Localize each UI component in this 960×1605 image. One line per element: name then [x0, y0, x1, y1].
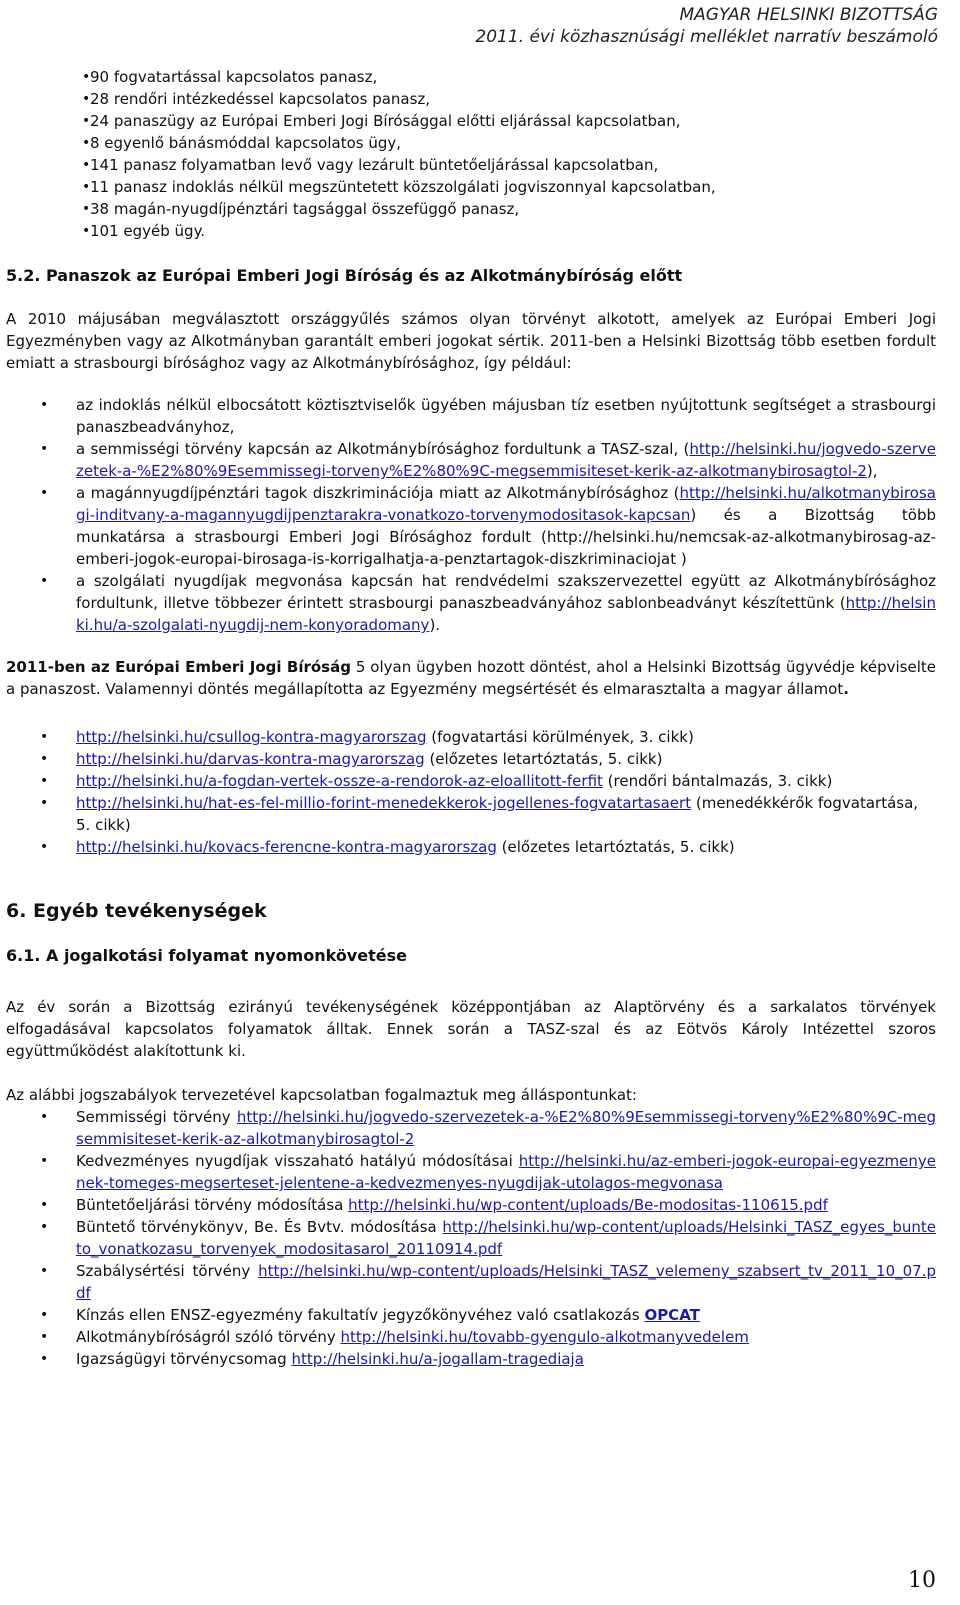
- list-item: • Igazságügyi törvénycsomag http://helsinki.hu/a-jogallam-tragediaja: [40, 1350, 584, 1368]
- law-link[interactable]: http://helsinki.hu/jogvedo-szervezetek-a-%E2%80%9Esemmissegi-torveny%E2%80%9C-megsemmisiteset-kerik-az-alkotmanybirosagtol-2: [76, 1108, 936, 1148]
- list-item: • 101 egyéb ügy.: [82, 222, 206, 240]
- section-5-2-intro: A 2010 májusában megválasztott országgyűlés számos olyan törvényt alkotott, amelyek az Európai Emberi Jogi Egyezményben vagy az Alkotmányban garantált emberi jogokat sértik. 2011-ben a Helsinki Bizottság több esetben fordult emiatt a strasbourgi bírósághoz vagy az Alkotmánybírósághoz, így például:: [6, 310, 936, 372]
- header-subtitle: 2011. évi közhasznúsági melléklet narratív beszámoló: [475, 27, 938, 47]
- list-item: • Büntetőeljárási törvény módosítása http://helsinki.hu/wp-content/uploads/Be-modositas-110615.pdf: [40, 1196, 828, 1214]
- list-item: • Kedvezményes nyugdíjak visszaható hatályú módosításai http://helsinki.hu/az-emberi-jogok-europai-egyezmenyenek-tomeges-megserteset-jelentene-a-kedvezmenyes-nyugdijak-utolagos-megvonasa: [40, 1152, 936, 1192]
- law-link[interactable]: http://helsinki.hu/az-emberi-jogok-europai-egyezmenyenek-tomeges-megserteset-jelentene-a-kedvezmenyes-nyugdijak-utolagos-megvonasa: [76, 1152, 936, 1192]
- list-item: • Büntető törvénykönyv, Be. És Bvtv. módosítása http://helsinki.hu/wp-content/uploads/Helsinki_TASZ_egyes_bunteto_vonatkozasu_torvenyek_modositasarol_20110914.pdf: [40, 1218, 936, 1258]
- section-6-1-title: 6.1. A jogalkotási folyamat nyomonkövetése: [6, 946, 407, 965]
- list-item: • az indoklás nélkül elbocsátott köztisztviselők ügyében májusban tíz esetben nyújtottunk segítséget a strasbourgi panaszbeadványhoz,: [40, 396, 936, 436]
- opcat-link[interactable]: OPCAT: [644, 1306, 700, 1324]
- echr-paragraph: 2011-ben az Európai Emberi Jogi Bíróság 5 olyan ügyben hozott döntést, ahol a Helsinki Bizottság ügyvédje képviselte a panaszost. Valamennyi döntés megállapította az Egyezmény megsértését és elmarasztalta a magyar államot.: [6, 658, 936, 698]
- section-5-2-title: 5.2. Panaszok az Európai Emberi Jogi Bíróság és az Alkotmánybíróság előtt: [6, 266, 683, 285]
- list-item: • Semmisségi törvény http://helsinki.hu/jogvedo-szervezetek-a-%E2%80%9Esemmissegi-torveny%E2%80%9C-megsemmisiteset-kerik-az-alkotmanybirosagtol-2: [40, 1108, 936, 1148]
- law-link[interactable]: http://helsinki.hu/wp-content/uploads/Helsinki_TASZ_egyes_bunteto_vonatkozasu_torvenyek_modositasarol_20110914.pdf: [76, 1218, 936, 1258]
- list-item: • 38 magán-nyugdíjpénztári tagsággal összefüggő panasz,: [82, 200, 520, 218]
- laws-list: [6, 1106, 936, 1370]
- list-item: • Kínzás ellen ENSZ-egyezmény fakultatív jegyzőkönyvéhez való csatlakozás OPCAT: [40, 1306, 700, 1324]
- list-item: • a szolgálati nyugdíjak megvonása kapcsán hat rendvédelmi szakszervezettel együtt az Alkotmánybírósághoz fordultunk, illetve többezer érintett strasbourgi panaszbeadványához sablonbeadványt készítettünk (http://helsinki.hu/a-szolgalati-nyugdij-nem-konyoradomany).: [40, 572, 936, 634]
- law-link[interactable]: http://helsinki.hu/a-jogallam-tragediaja: [291, 1350, 584, 1368]
- case-link[interactable]: http://helsinki.hu/a-fogdan-vertek-osszе-a-rendorok-az-eloallitott-ferfit: [76, 772, 603, 790]
- list-item: • http://helsinki.hu/a-fogdan-vertek-osszе-a-rendorok-az-eloallitott-ferfit (rendőri bántalmazás, 3. cikk): [40, 772, 833, 790]
- list-item: • a semmisségi törvény kapcsán az Alkotmánybírósághoz fordultunk a TASZ-szal, (http://helsinki.hu/jogvedo-szervezetek-a-%E2%80%9Esemmissegi-torveny%E2%80%9C-megsemmisiteset-kerik-az-alkotmanybirosagtol-2),: [40, 440, 936, 480]
- case-link[interactable]: http://helsinki.hu/kovacs-ferencne-kontra-magyarorszag: [76, 838, 497, 856]
- list-item: • http://helsinki.hu/hat-es-fel-millio-forint-menedekkerok-jogellenes-fogvatartasaert (menedékkérők fogvatartása, 5. cikk): [40, 794, 919, 834]
- list-item: • 90 fogvatartással kapcsolatos panasz,: [82, 68, 378, 86]
- case-link[interactable]: http://helsinki.hu/darvas-kontra-magyarorszag: [76, 750, 425, 768]
- list-item: • Alkotmánybíróságról szóló törvény http://helsinki.hu/tovabb-gyengulo-alkotmanyvedelem: [40, 1328, 749, 1346]
- law-link[interactable]: http://helsinki.hu/tovabb-gyengulo-alkotmanyvedelem: [340, 1328, 749, 1346]
- page-content: [6, 66, 936, 1370]
- maganyugdij-link[interactable]: http://helsinki.hu/alkotmanybirosagi-inditvany-a-magannyugdijpenztarakra-vonatkozo-torvenymodositasok-kapcsan: [76, 484, 936, 524]
- stats-list: [6, 66, 936, 242]
- case-link[interactable]: http://helsinki.hu/hat-es-fel-millio-forint-menedekkerok-jogellenes-fogvatartasaert: [76, 794, 692, 812]
- list-item: • 28 rendőri intézkedéssel kapcsolatos panasz,: [82, 90, 431, 108]
- cases-list: [6, 726, 936, 858]
- law-link[interactable]: http://helsinki.hu/wp-content/uploads/Helsinki_TASZ_velemeny_szabsert_tv_2011_10_07.pdf: [76, 1262, 936, 1302]
- list-item: • 24 panaszügy az Európai Emberi Jogi Bírósággal előtti eljárással kapcsolatban,: [82, 112, 681, 130]
- case-link[interactable]: http://helsinki.hu/csullog-kontra-magyarorszag: [76, 728, 427, 746]
- list-item: • http://helsinki.hu/csullog-kontra-magyarorszag (fogvatartási körülmények, 3. cikk): [40, 728, 694, 746]
- appeals-list: [6, 394, 936, 636]
- page-header: [475, 4, 938, 48]
- echr-lead: 2011-ben az Európai Emberi Jogi Bíróság: [6, 658, 351, 676]
- list-item: • http://helsinki.hu/darvas-kontra-magyarorszag (előzetes letartóztatás, 5. cikk): [40, 750, 663, 768]
- header-org: MAGYAR HELSINKI BIZOTTSÁG: [679, 5, 938, 25]
- law-link[interactable]: http://helsinki.hu/wp-content/uploads/Be-modositas-110615.pdf: [348, 1196, 828, 1214]
- section-6-para2: Az alábbi jogszabályok tervezetével kapcsolatban fogalmaztuk meg álláspontunkat:: [6, 1086, 637, 1104]
- list-item: • http://helsinki.hu/kovacs-ferencne-kontra-magyarorszag (előzetes letartóztatás, 5. cikk): [40, 838, 735, 856]
- semmissegi-link[interactable]: http://helsinki.hu/jogvedo-szervezetek-a-%E2%80%9Esemmissegi-torveny%E2%80%9C-megsemmisiteset-kerik-az-alkotmanybirosagtol-2: [76, 440, 936, 480]
- list-item: • a magánnyugdíjpénztári tagok diszkriminációja miatt az Alkotmánybírósághoz (http://helsinki.hu/alkotmanybirosagi-inditvany-a-magannyugdijpenztarakra-vonatkozo-torvenymodositasok-kapcsan) és a Bizottság több munkatársa a strasbourgi Emberi Jogi Bírósághoz fordult (http://helsinki.hu/nemcsak-az-alkotmanybirosag-az-emberi-jogok-europai-birosaga-is-korrigalhatja-a-penztartagok-diszkriminaciojat ): [40, 484, 936, 568]
- szolgalati-nyugdij-link[interactable]: http://helsinki.hu/a-szolgalati-nyugdij-nem-konyoradomany: [76, 594, 936, 634]
- page-number: 10: [908, 1568, 936, 1593]
- list-item: • Szabálysértési törvény http://helsinki.hu/wp-content/uploads/Helsinki_TASZ_velemeny_szabsert_tv_2011_10_07.pdf: [40, 1262, 936, 1302]
- list-item: • 11 panasz indoklás nélkül megszüntetett közszolgálati jogviszonnyal kapcsolatban,: [82, 178, 716, 196]
- section-6-para1: Az év során a Bizottság ezirányú tevékenységének középpontjában az Alaptörvény és a sarkalatos törvények elfogadásával kapcsolatos folyamatok álltak. Ennek során a TASZ-szal és az Eötvös Károly Intézettel szoros együttműködést alakítottunk ki.: [6, 998, 936, 1060]
- list-item: • 8 egyenlő bánásmóddal kapcsolatos ügy,: [82, 134, 402, 152]
- list-item: • 141 panasz folyamatban levő vagy lezárult büntetőeljárással kapcsolatban,: [82, 156, 659, 174]
- section-6-title: 6. Egyéb tevékenységek: [6, 900, 267, 922]
